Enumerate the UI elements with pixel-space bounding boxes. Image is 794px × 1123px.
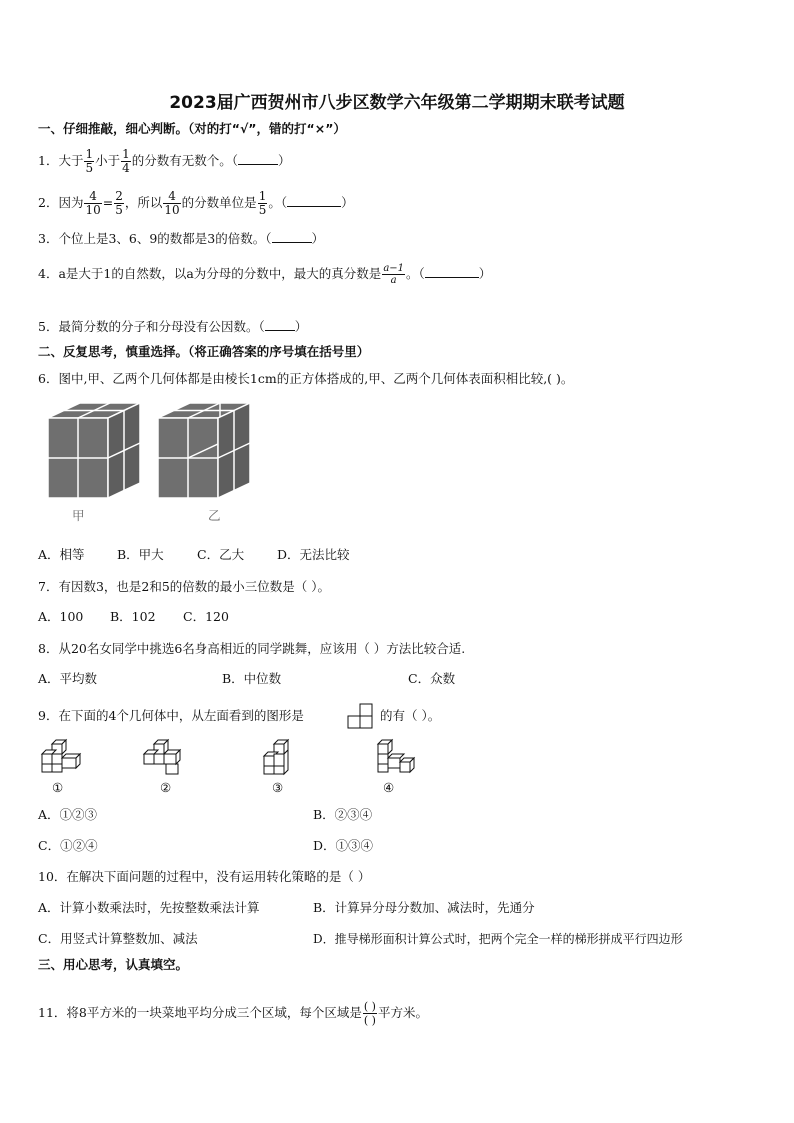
q4-text-b: 。（	[406, 266, 425, 281]
q9-figure-label-2: ②	[160, 780, 172, 795]
question-5	[38, 318, 307, 335]
q5-answer-blank[interactable]	[265, 318, 295, 331]
q11-text-a: 11．将8平方米的一块菜地平均分成三个区域，每个区域是	[38, 1005, 362, 1020]
question-2	[38, 190, 354, 217]
q9-option-b[interactable]: B．②③④	[313, 807, 373, 822]
q2-fraction-1	[84, 190, 101, 217]
q5-text: 5．最简分数的分子和分母没有公因数。（	[38, 319, 265, 334]
q11-denominator-blank[interactable]: ( )	[363, 1014, 376, 1027]
q9-figure-label-3: ③	[272, 780, 284, 795]
q1-f2-denominator: 4	[122, 161, 130, 175]
q2-text-d: 。（	[268, 195, 288, 210]
q1-f2-numerator: 1	[122, 147, 130, 161]
question-4	[38, 263, 491, 286]
q1-text-end: ）	[278, 153, 291, 168]
q8-option-b[interactable]: B．中位数	[222, 671, 282, 686]
q4-text: 4．a是大于1的自然数，以a为分母的分数中，最大的真分数是	[38, 266, 382, 281]
q11-text-b: 平方米。	[377, 1005, 428, 1020]
q11-fraction-blank[interactable]	[363, 1000, 377, 1027]
q9-figures	[36, 740, 416, 780]
q4-fraction	[382, 263, 405, 286]
q6-option-d[interactable]: D．无法比较	[277, 547, 350, 562]
q9-option-a[interactable]: A．①②③	[38, 807, 98, 822]
q6-label-jia: 甲	[72, 508, 85, 523]
q1-number: 1．	[38, 153, 59, 168]
q2-f4-numerator: 1	[258, 189, 267, 203]
section-heading-3: 三、用心思考，认真填空。	[38, 957, 189, 972]
q1-f1-numerator: 1	[85, 147, 94, 161]
q3-text: 3．个位上是3、6、9的数都是3的倍数。（	[38, 231, 272, 246]
q6-option-a[interactable]: A．相等	[38, 547, 85, 562]
q4-answer-blank[interactable]	[425, 265, 479, 278]
q2-fraction-3	[163, 190, 180, 217]
q1-fraction-2	[121, 148, 131, 175]
q6-label-yi: 乙	[208, 508, 221, 523]
cube-figure-yi	[158, 403, 250, 498]
q1-text-c: 的分数有无数个。（	[131, 153, 239, 168]
q9-figure-1	[42, 740, 80, 772]
q10-option-c[interactable]: C．用竖式计算整数加、减法	[38, 931, 198, 946]
question-3	[38, 230, 324, 247]
q2-text-b: ，所以	[124, 195, 163, 210]
question-7: 7．有因数3，也是2和5的倍数的最小三位数是（ ）。	[38, 579, 331, 594]
q2-equals: =	[102, 195, 114, 210]
q2-fraction-2	[114, 190, 124, 217]
q2-text-end: ）	[341, 195, 354, 210]
q9-option-d[interactable]: D．①③④	[313, 838, 374, 853]
q1-text-b: 小于	[95, 153, 121, 168]
q1-fraction-1	[84, 148, 94, 175]
q2-f2-denominator: 5	[115, 203, 123, 217]
q9-figure-label-1: ①	[52, 780, 64, 795]
q9-figure-label-4: ④	[383, 780, 395, 795]
q8-option-a[interactable]: A．平均数	[38, 671, 98, 686]
q3-text-end: ）	[311, 231, 325, 246]
q2-f3-numerator: 4	[163, 190, 180, 204]
q2-f3-denominator: 10	[164, 203, 180, 217]
question-6: 6．图中,甲、乙两个几何体都是由棱长1cm的正方体搭成的,甲、乙两个几何体表面积相比较,( )。	[38, 371, 574, 386]
q9-figure-4	[378, 740, 414, 772]
q2-text-a: 因为	[58, 195, 84, 210]
q7-option-c[interactable]: C．120	[183, 609, 229, 624]
q4-f-denominator: a	[390, 275, 397, 286]
q4-text-end: ）	[478, 266, 492, 281]
q9-left-view-icon	[347, 703, 373, 729]
question-1	[38, 148, 291, 175]
question-10: 10．在解决下面问题的过程中，没有运用转化策略的是（ ）	[38, 869, 371, 884]
q11-numerator-blank[interactable]: ( )	[363, 1000, 376, 1013]
q10-option-a[interactable]: A．计算小数乘法时，先按整数乘法计算	[38, 900, 260, 915]
q7-option-a[interactable]: A．100	[38, 609, 84, 624]
q2-number: 2．	[38, 195, 59, 210]
q1-f1-denominator: 5	[85, 161, 94, 175]
question-9-part-a: 9．在下面的4个几何体中，从左面看到的图形是	[38, 708, 304, 723]
q7-option-b[interactable]: B．102	[110, 609, 156, 624]
q2-f2-numerator: 2	[115, 189, 123, 203]
question-11	[38, 1000, 428, 1027]
question-9-part-b: 的有（ ）。	[380, 708, 441, 723]
section-heading-2: 二、反复思考，慎重选择。（将正确答案的序号填在括号里）	[38, 344, 370, 359]
q4-f-numerator: a−1	[383, 263, 405, 274]
q2-text-c: 的分数单位是	[181, 195, 257, 210]
q1-text-a: 大于	[58, 153, 84, 168]
page-title: 2023届广西贺州市八步区数学六年级第二学期期末联考试题	[169, 93, 625, 113]
q9-figure-2	[144, 740, 180, 774]
q2-f1-numerator: 4	[84, 190, 101, 204]
question-8: 8．从20名女同学中挑选6名身高相近的同学跳舞，应该用（ ）方法比较合适.	[38, 641, 466, 656]
q2-f4-denominator: 5	[258, 203, 267, 217]
q1-answer-blank[interactable]	[238, 152, 278, 165]
cube-figure-jia	[48, 403, 140, 498]
section-heading-1: 一、仔细推敲，细心判断。（对的打“√”，错的打“×”）	[38, 121, 346, 136]
q2-f1-denominator: 10	[85, 203, 101, 217]
q5-text-end: ）	[294, 319, 308, 334]
q9-option-c[interactable]: C．①②④	[38, 838, 98, 853]
q8-option-c[interactable]: C．众数	[408, 671, 456, 686]
q9-figure-3	[264, 740, 288, 774]
q2-answer-blank[interactable]	[287, 194, 341, 207]
q10-option-d[interactable]: D．推导梯形面积计算公式时，把两个完全一样的梯形拼成平行四边形	[313, 932, 683, 946]
q6-option-b[interactable]: B．甲大	[117, 547, 164, 562]
q6-option-c[interactable]: C．乙大	[197, 547, 245, 562]
q3-answer-blank[interactable]	[272, 230, 312, 243]
q10-option-b[interactable]: B．计算异分母分数加、减法时，先通分	[313, 900, 535, 915]
q2-fraction-4	[258, 190, 268, 217]
